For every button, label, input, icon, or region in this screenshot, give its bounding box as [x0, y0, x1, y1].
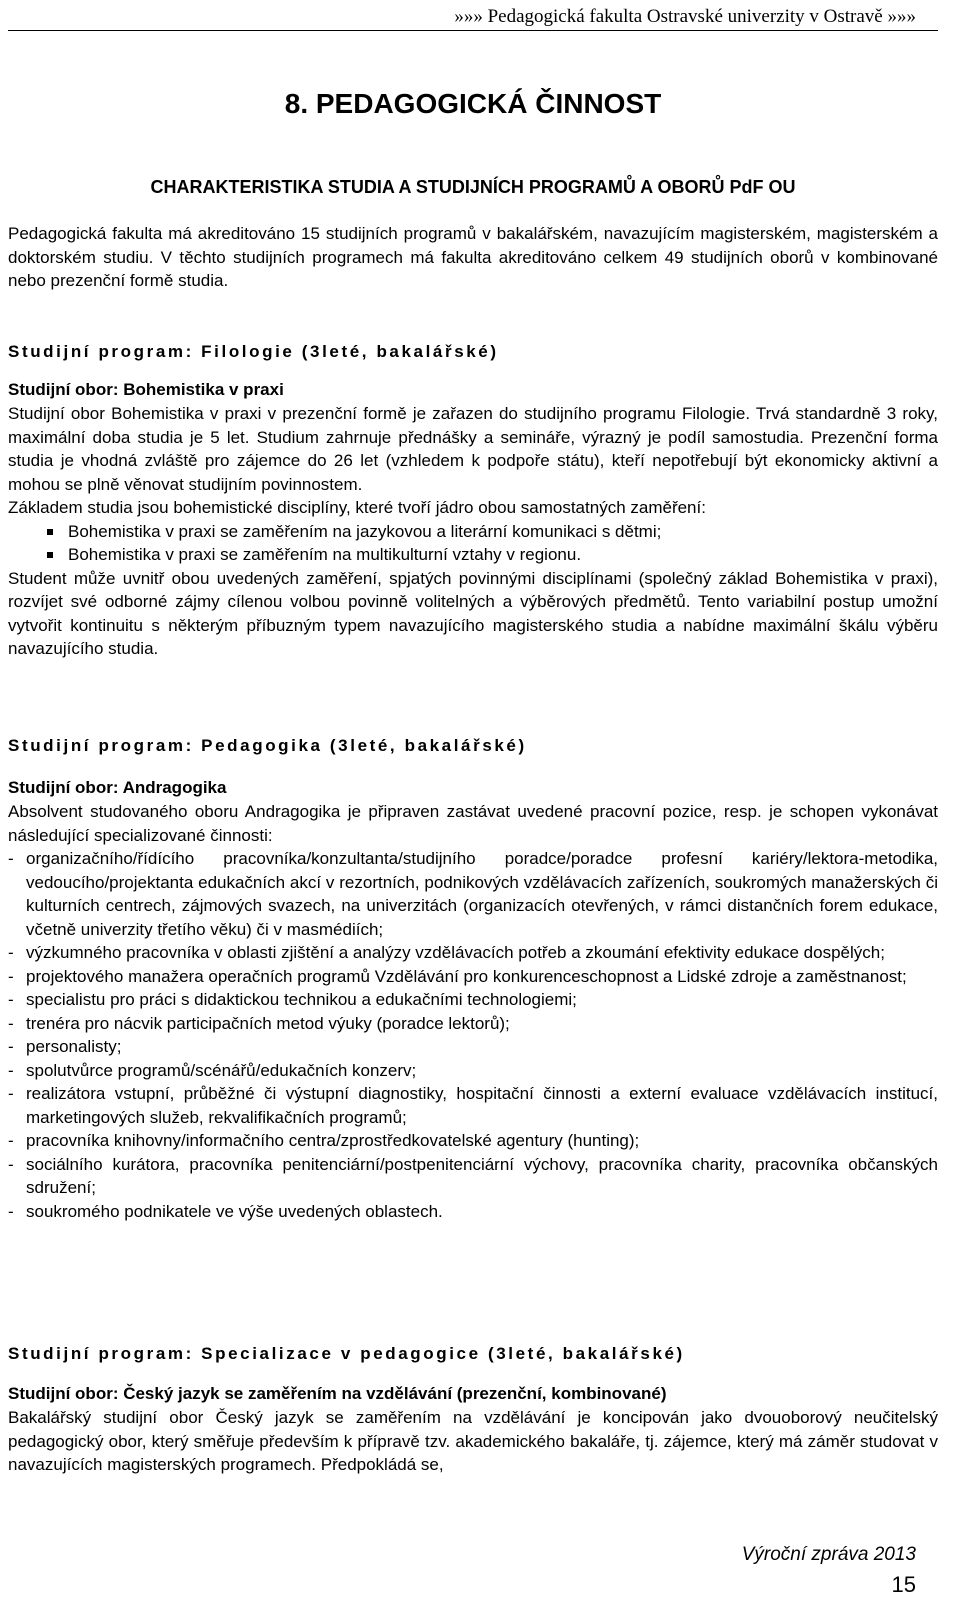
program-title: Studijní program: Pedagogika (3leté, bakalářské)	[8, 736, 527, 755]
intro-paragraph: Pedagogická fakulta má akreditováno 15 studijních programů v bakalářském, navazujícím magisterském, magisterském a doktorském studiu. V těchto studijních programech má fakulta akreditováno celkem 49 studijních oborů v kombinované nebo prezenční formě studia.	[8, 224, 938, 290]
footer-report-title: Výroční zpráva 2013	[741, 1544, 916, 1565]
list-item: - specialistu pro práci s didaktickou technikou a edukačními technologiemi;	[8, 988, 938, 1012]
obor-paragraph: Bakalářský studijní obor Český jazyk se zaměřením na vzdělávání je koncipován jako dvouoborový neučitelský pedagogický obor, který směřuje především k přípravě tzv. akademického bakaláře, tj. zájemce, který má záměr studovat v navazujících magisterských programech. Předpokládá se,	[8, 1408, 938, 1474]
list-item: - spolutvůrce programů/scénářů/edukačních konzerv;	[8, 1059, 938, 1083]
list-item: Bohemistika v praxi se zaměřením na jazykovou a literární komunikaci s dětmi;	[8, 520, 938, 544]
dash-bullet: -	[8, 1037, 14, 1056]
list-item: - projektového manažera operačních programů Vzdělávání pro konkurenceschopnost a Lidské zdroje a zaměstnanost;	[8, 965, 938, 989]
obor-title: Studijní obor: Český jazyk se zaměřením na vzdělávání (prezenční, kombinované)	[8, 1384, 667, 1403]
obor-paragraph: Student může uvnitř obou uvedených zaměření, spjatých povinnými disciplínami (společný základ Bohemistika v praxi), rozvíjet své odborné zájmy cílenou volbou povinně volitelných a výběrových předmětů. Tento variabilní postup umožní vytvořit kontinuitu s některým příbuzným typem navazujícího magisterského studia a nabídne maximální škálu výběru navazujícího studia.	[8, 568, 938, 658]
intro-block	[8, 222, 938, 293]
dash-bullet: -	[8, 990, 14, 1009]
dash-bullet: -	[8, 1154, 14, 1174]
focus-list	[8, 520, 938, 567]
square-bullet-icon	[47, 529, 53, 535]
program-specializace	[8, 1342, 938, 1366]
program-pedagogika-body	[8, 776, 938, 1223]
dash-bullet: -	[8, 966, 14, 986]
list-item: - pracovníka knihovny/informačního centra/zprostředkovatelské agentury (hunting);	[8, 1129, 938, 1153]
chapter-title: 8. PEDAGOGICKÁ ČINNOST	[284, 88, 662, 119]
program-specializace-body	[8, 1382, 938, 1477]
dash-bullet: -	[8, 849, 14, 868]
square-bullet-icon	[47, 552, 53, 558]
header-divider	[8, 30, 938, 31]
dash-bullet: -	[8, 1013, 14, 1033]
dash-bullet: -	[8, 1201, 14, 1221]
dash-bullet: -	[8, 943, 14, 962]
program-pedagogika	[8, 734, 938, 758]
dash-bullet: -	[8, 1084, 14, 1103]
list-item: - personalisty;	[8, 1035, 938, 1059]
obor-title: Studijní obor: Bohemistika v praxi	[8, 380, 284, 399]
obor-paragraph: Studijní obor Bohemistika v praxi v prezenční formě je zařazen do studijního programu Filologie. Trvá standardně 3 roky, maximální doba studia je 5 let. Studium zahrnuje přednášky a semináře, výrazný je podíl samostudia. Prezenční forma studia je vhodná zvláště pro zájemce do 26 let (vzhledem k podpoře státu), kteří nepotřebují být ekonomicky aktivní a mohou se plně věnovat studijním povinnostem.	[8, 404, 938, 494]
dash-bullet: -	[8, 1060, 14, 1080]
activities-list	[8, 847, 938, 1223]
running-header: »»» Pedagogická fakulta Ostravské univerzity v Ostravě »»»	[454, 6, 916, 27]
program-filologie-body	[8, 378, 938, 661]
list-item: - výzkumného pracovníka v oblasti zjištění a analýzy vzdělávacích potřeb a zkoumání efektivity edukace dospělých;	[8, 941, 938, 965]
list-item: Bohemistika v praxi se zaměřením na multikulturní vztahy v regionu.	[8, 543, 938, 567]
list-item: - soukromého podnikatele ve výše uvedených oblastech.	[8, 1200, 938, 1224]
obor-paragraph: Základem studia jsou bohemistické disciplíny, které tvoří jádro obou samostatných zaměření:	[8, 498, 706, 517]
program-filologie	[8, 340, 938, 364]
list-item: - organizačního/řídícího pracovníka/konzultanta/studijního poradce/poradce profesní kariéry/lektora-metodika, vedoucího/projektanta edukačních akcí v rezortních, podnikových vzdělávacích zařízeních, soukromých manažerských či kulturních centrech, zájmových svazech, na univerzitách (organizacích otevřených, v rámci distančních forem edukace, včetně univerzity třetího věku) či v masmédiích;	[8, 849, 938, 939]
list-item: - sociálního kurátora, pracovníka penitenciární/postpenitenciární výchovy, pracovníka charity, pracovníka občanských sdružení;	[8, 1154, 938, 1197]
list-item: - trenéra pro nácvik participačních metod výuky (poradce lektorů);	[8, 1012, 938, 1036]
program-title: Studijní program: Specializace v pedagogice (3leté, bakalářské)	[8, 1344, 685, 1363]
dash-bullet: -	[8, 1131, 14, 1150]
list-item: - realizátora vstupní, průběžné či výstupní diagnostiky, hospitační činnosti a externí evaluace vzdělávacích institucí, marketingových služeb, rekvalifikačních programů;	[8, 1084, 938, 1127]
section-heading: CHARAKTERISTIKA STUDIA A STUDIJNÍCH PROGRAMŮ A OBORŮ PdF OU	[150, 177, 796, 197]
program-title: Studijní program: Filologie (3leté, bakalářské)	[8, 342, 499, 361]
obor-paragraph: Absolvent studovaného oboru Andragogika je připraven zastávat uvedené pracovní pozice, resp. je schopen vykonávat následující specializované činnosti:	[8, 802, 938, 845]
obor-title: Studijní obor: Andragogika	[8, 778, 227, 797]
page-number: 15	[891, 1572, 916, 1597]
